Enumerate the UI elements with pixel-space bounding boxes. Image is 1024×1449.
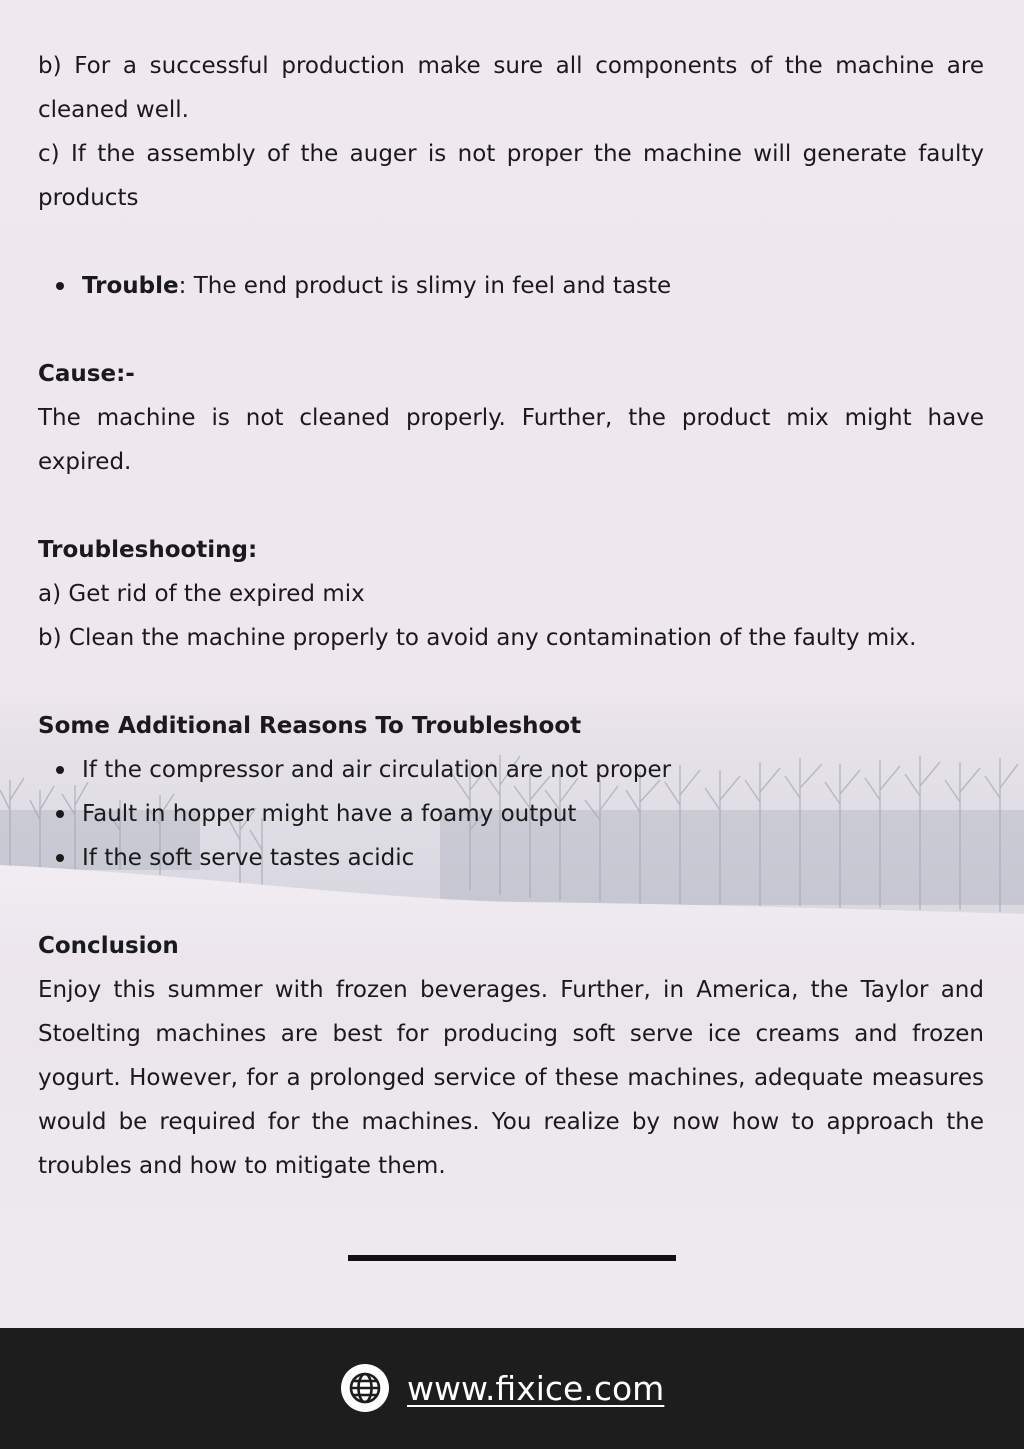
paragraph-point-c: c) If the assembly of the auger is not proper the machine will generate faulty products (38, 141, 984, 211)
additional-reasons-list (38, 748, 984, 880)
list-item: Fault in hopper might have a foamy output (38, 792, 984, 836)
cause-text: The machine is not cleaned properly. Further, the product mix might have expired. (38, 405, 984, 475)
conclusion-text: Enjoy this summer with frozen beverages. Further, in America, the Taylor and Stoelting machines are best for producing soft serve ice creams and frozen yogurt. However, for a prolonged service of these machines, adequate measures would be required for the machines. You realize by now how to approach the troubles and how to mitigate them. (38, 977, 984, 1179)
trouble-item (38, 264, 984, 308)
section-divider (348, 1255, 676, 1261)
globe-icon (340, 1363, 390, 1413)
list-item: If the soft serve tastes acidic (38, 836, 984, 880)
troubleshooting-heading: Troubleshooting: (38, 537, 258, 563)
trouble-label: Trouble (82, 273, 179, 299)
list-item: If the compressor and air circulation are not proper (38, 748, 984, 792)
trouble-text: : The end product is slimy in feel and taste (178, 273, 672, 299)
trouble-list (38, 264, 984, 308)
article-content (38, 44, 984, 1188)
paragraph-point-b: b) For a successful production make sure all components of the machine are cleaned well. (38, 53, 984, 123)
footer-bar (0, 1328, 1024, 1449)
footer-website (340, 1362, 664, 1414)
troubleshooting-step: a) Get rid of the expired mix (38, 581, 365, 607)
additional-reasons-heading: Some Additional Reasons To Troubleshoot (38, 713, 582, 739)
cause-heading: Cause:- (38, 361, 135, 387)
website-link[interactable]: www.fixice.com (407, 1368, 665, 1408)
conclusion-heading: Conclusion (38, 933, 179, 959)
troubleshooting-step: b) Clean the machine properly to avoid any contamination of the faulty mix. (38, 625, 917, 651)
